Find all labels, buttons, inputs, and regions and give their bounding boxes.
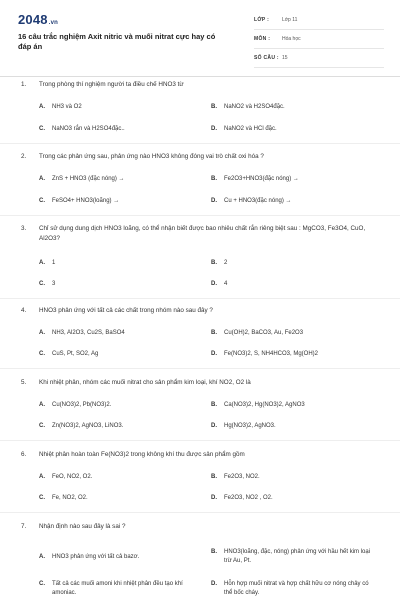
option-label: C. <box>39 423 45 429</box>
question-divider <box>0 512 400 513</box>
option-label: A. <box>39 402 45 408</box>
option-label: C. <box>39 198 45 204</box>
option-label: C. <box>39 126 45 132</box>
option-text: Ca(NO3)2, Hg(NO3)2, AgNO3 <box>224 402 305 408</box>
option-text: Fe2O3+HNO3(đặc nóng) → <box>224 176 299 182</box>
question-number: 2. <box>21 153 27 160</box>
option-text: ZnS + HNO3 (đặc nóng) → <box>52 176 125 182</box>
option-text: Cu(OH)2, BaCO3, Au, Fe2O3 <box>224 330 304 336</box>
option-text: HNO3 phản ứng với tất cả bazơ. <box>52 554 140 560</box>
question-body: Khi nhiệt phân, nhóm các muối nitrat cho sản phẩm kim loại, khí NO2, O2 là <box>39 379 251 386</box>
meta-row-subject <box>254 33 384 49</box>
option-text: HNO3(loãng, đặc, nóng) phản ứng với hầu hết kim loại trừ Au, Pt. <box>224 549 371 564</box>
option-label: D. <box>211 198 217 204</box>
option-text: 4 <box>224 281 228 287</box>
option-text: Fe2O3, NO2. <box>224 474 260 480</box>
option-label: A. <box>39 260 45 266</box>
option-text: Cu(NO3)2, Pb(NO3)2. <box>52 402 112 408</box>
option-label: B. <box>211 104 217 110</box>
option-label: D. <box>211 281 217 287</box>
question-divider <box>0 215 400 216</box>
meta-key: MÔN : <box>254 36 271 42</box>
option-label: C. <box>39 581 45 587</box>
meta-value: Lớp 11 <box>282 17 298 23</box>
meta-key: SỐ CÂU : <box>254 55 279 61</box>
question-number: 7. <box>21 523 27 530</box>
site-logo[interactable] <box>18 12 58 27</box>
question-divider <box>0 440 400 441</box>
option-text: Cu + HNO3(đặc nóng) → <box>224 198 292 204</box>
option-text: NaNO2 và HCl đặc. <box>224 126 277 132</box>
question-divider <box>0 143 400 144</box>
question-body: Nhận định nào sau đây là sai ? <box>39 523 126 530</box>
meta-row-class <box>254 14 384 30</box>
option-label: B. <box>211 549 217 555</box>
question-body: Chỉ sử dụng dung dịch HNO3 loãng, có thể nhận biết được bao nhiêu chất rắn riêng biệt sau : MgCO3, Fe3O4, CuO, Al2O3? <box>39 225 366 242</box>
option-label: D. <box>211 351 217 357</box>
option-label: B. <box>211 260 217 266</box>
question-text <box>21 224 376 242</box>
meta-value: Hóa học <box>282 36 301 42</box>
option-text: Fe(NO3)2, S, NH4HCO3, Mg(OH)2 <box>224 351 319 357</box>
option-text: Zn(NO3)2, AgNO3, LiNO3. <box>52 423 124 429</box>
option-label: A. <box>39 554 45 560</box>
question-body: Trong các phản ứng sau, phản ứng nào HNO3 không đóng vai trò chất oxi hóa ? <box>39 153 264 160</box>
option-label: B. <box>211 330 217 336</box>
option-text: Tất cả các muối amoni khi nhiệt phân đều tạo khí amoniac. <box>52 581 183 596</box>
option-label: A. <box>39 104 45 110</box>
question-body: Trong phòng thí nghiệm người ta điều chế HNO3 từ <box>39 81 184 88</box>
meta-key: LỚP : <box>254 17 270 23</box>
question-divider <box>0 298 400 299</box>
meta-table <box>254 14 384 71</box>
page-header <box>0 0 400 76</box>
option-text: 1 <box>52 260 56 266</box>
logo-text: 2048 <box>18 12 48 27</box>
option-text: NaNO3 rắn và H2SO4đặc.. <box>52 126 125 132</box>
option-label: C. <box>39 281 45 287</box>
question-divider <box>0 368 400 369</box>
meta-value: 15 <box>282 55 288 61</box>
question-text <box>21 450 376 460</box>
option-text: Hỗn hợp muối nitrat và hợp chất hữu cơ nóng chảy có thể bốc cháy. <box>224 581 369 596</box>
document-title: 16 câu trắc nghiệm Axit nitric và muối nitrat cực hay có đáp án <box>18 32 216 51</box>
option-label: A. <box>39 330 45 336</box>
option-text: FeSO4+ HNO3(loãng) → <box>52 198 120 204</box>
question-text <box>21 152 376 162</box>
meta-row-count <box>254 52 384 68</box>
question-number: 5. <box>21 379 27 386</box>
question-number: 1. <box>21 81 27 88</box>
question-text <box>21 378 376 388</box>
option-text: NH3, Al2O3, Cu2S, BaSO4 <box>52 330 125 336</box>
question-text <box>21 306 376 316</box>
option-text: Fe, NO2, O2. <box>52 495 88 501</box>
option-label: C. <box>39 351 45 357</box>
option-label: A. <box>39 474 45 480</box>
question-number: 6. <box>21 451 27 458</box>
option-label: D. <box>211 581 217 587</box>
logo-domain: .vn <box>48 20 59 26</box>
header-divider <box>0 76 400 77</box>
option-label: C. <box>39 495 45 501</box>
option-text: Fe2O3, NO2 , O2. <box>224 495 273 501</box>
option-text: 3 <box>52 281 56 287</box>
option-label: B. <box>211 176 217 182</box>
option-label: B. <box>211 474 217 480</box>
option-text: FeO, NO2, O2. <box>52 474 93 480</box>
option-label: A. <box>39 176 45 182</box>
question-body: HNO3 phản ứng với tất cả các chất trong nhóm nào sau đây ? <box>39 307 213 314</box>
option-text: NaNO2 và H2SO4đặc. <box>224 104 285 110</box>
question-number: 4. <box>21 307 27 314</box>
question-text <box>21 522 376 532</box>
option-label: B. <box>211 402 217 408</box>
question-number: 3. <box>21 225 27 232</box>
option-text: CuS, Pt, SO2, Ag <box>52 351 99 357</box>
option-label: D. <box>211 423 217 429</box>
option-text: 2 <box>224 260 228 266</box>
option-label: D. <box>211 126 217 132</box>
question-text <box>21 80 376 90</box>
question-body: Nhiệt phân hoàn toàn Fe(NO3)2 trong không khí thu được sản phẩm gồm <box>39 451 245 458</box>
option-text: Hg(NO3)2, AgNO3. <box>224 423 276 429</box>
option-label: D. <box>211 495 217 501</box>
option-text: NH3 và O2 <box>52 104 82 110</box>
